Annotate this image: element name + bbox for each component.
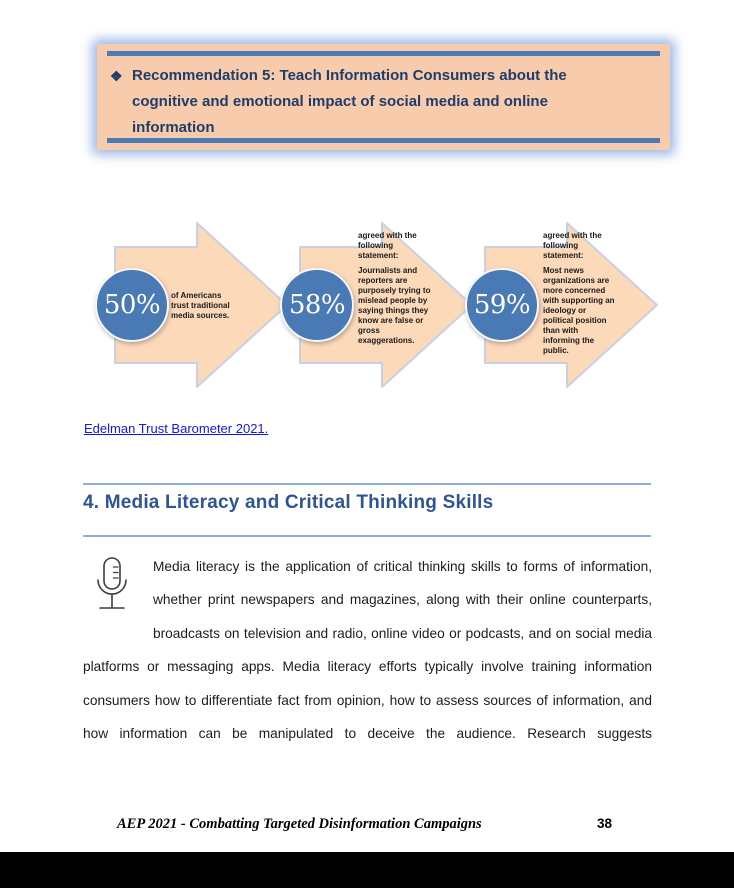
- stat-percentage-badge: [465, 268, 539, 342]
- heading-rule-top: [83, 483, 651, 485]
- section-heading: 4. Media Literacy and Critical Thinking Skills: [83, 492, 494, 513]
- stat-arrow-3: [467, 215, 659, 395]
- page-footer: [0, 816, 734, 840]
- stat-percentage: 58%: [288, 290, 346, 320]
- page-number: 38: [597, 816, 613, 831]
- microphone-icon: [89, 555, 135, 615]
- stat-statement-text: Journalists and reporters are purposely trying to mislead people by saying things they know are false or gross exaggerations.: [358, 266, 431, 345]
- recommendation-title: Recommendation 5: Teach Information Consumers about the cognitive and emotional impact of social media and online information: [132, 67, 567, 136]
- bottom-black-bar: [0, 852, 734, 888]
- stat-arrow-2: [282, 215, 474, 395]
- stat-percentage-badge: [280, 268, 354, 342]
- footer-title: AEP 2021 - Combatting Targeted Disinformation Campaigns: [117, 816, 482, 832]
- recommendation-content: [97, 44, 670, 141]
- stat-statement-text: Most news organizations are more concerned with supporting an ideology or political position than with informing the public.: [543, 266, 615, 355]
- stat-percentage: 50%: [103, 290, 161, 320]
- stat-description: [358, 231, 432, 346]
- stat-percentage: 59%: [473, 290, 531, 320]
- stat-description: [171, 291, 237, 321]
- diamond-bullet-icon: ❖: [110, 68, 123, 84]
- body-paragraph: [83, 550, 652, 750]
- stat-statement-text: of Americans trust traditional media sources.: [171, 291, 230, 320]
- stat-lead-text: agreed with the following statement:: [358, 231, 417, 260]
- recommendation-box: [97, 44, 670, 150]
- heading-rule-bottom: [83, 535, 651, 537]
- source-link[interactable]: Edelman Trust Barometer 2021.: [84, 421, 269, 436]
- stat-description: [543, 231, 617, 356]
- decorative-bar-top: [107, 51, 660, 56]
- decorative-bar-bottom: [107, 138, 660, 143]
- trust-statistics-infographic: [97, 215, 652, 395]
- stat-percentage-badge: [95, 268, 169, 342]
- stat-arrow-1: [97, 215, 289, 395]
- body-text: Media literacy is the application of critical thinking skills to forms of information, whether print newspapers and magazines, along with their online counterparts, broadcasts on television and radio, online video or podcasts, and on social media platforms or messaging apps. Media literacy efforts typically involve training information consumers how to differentiate fact from opinion, how to assess sources of information, and how information can be manipulated to deceive the audience. Research suggests: [83, 559, 652, 742]
- stat-lead-text: agreed with the following statement:: [543, 231, 602, 260]
